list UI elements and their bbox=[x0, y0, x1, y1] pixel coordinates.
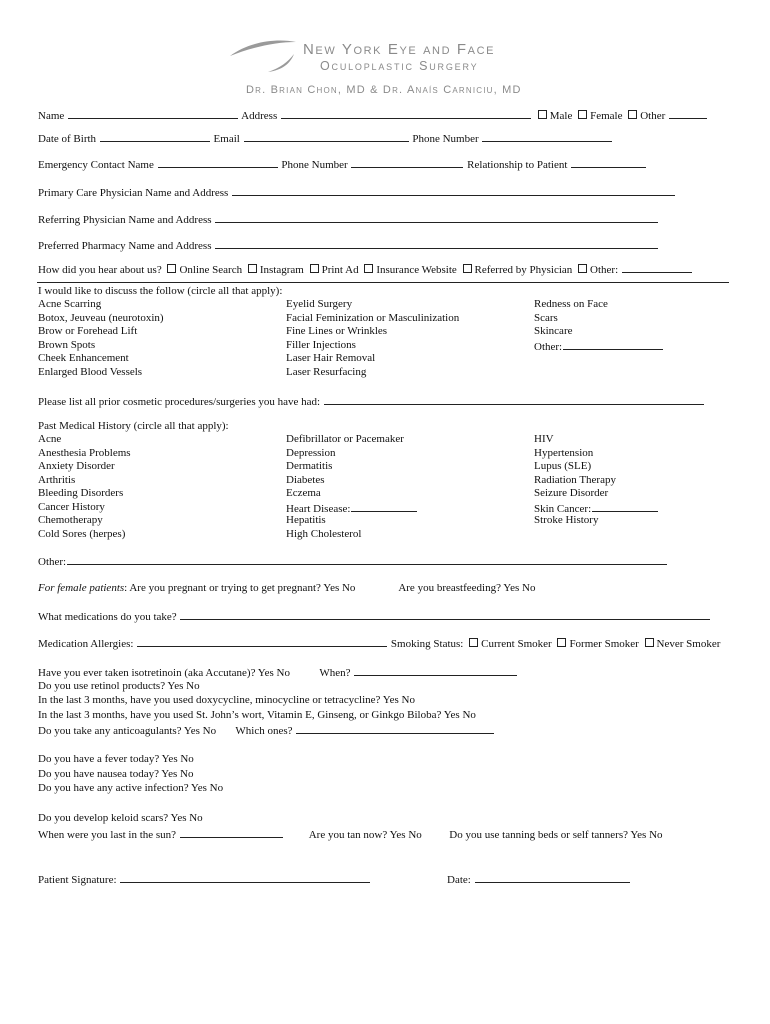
date-field[interactable] bbox=[475, 872, 630, 883]
relationship-field[interactable] bbox=[571, 157, 646, 168]
dob-label: Date of Birth bbox=[38, 133, 97, 145]
discuss-col-3 bbox=[534, 298, 664, 352]
sun-row bbox=[38, 827, 663, 842]
hear-other-field[interactable] bbox=[622, 262, 692, 273]
hear-row bbox=[38, 262, 693, 277]
accutane-when-label: When? bbox=[319, 667, 351, 679]
referring-label: Referring Physician Name and Address bbox=[38, 214, 212, 226]
pcp-label: Primary Care Physician Name and Address bbox=[38, 187, 229, 199]
date-label: Date: bbox=[447, 874, 471, 886]
pmh-option[interactable]: Stroke History bbox=[534, 514, 599, 526]
pmh-option[interactable]: Seizure Disorder bbox=[534, 487, 609, 499]
emergency-row bbox=[38, 157, 647, 172]
current-smoker-label: Current Smoker bbox=[481, 638, 552, 650]
male-label: Male bbox=[549, 110, 573, 122]
referring-row bbox=[38, 212, 659, 227]
supplements-question[interactable]: In the last 3 months, have you used St. John’s wort, Vitamin E, Ginseng, or Ginkgo Biloba? Yes No bbox=[38, 709, 476, 721]
pmh-option[interactable]: Arthritis bbox=[38, 473, 76, 486]
swoosh-logo-icon bbox=[228, 36, 298, 76]
discuss-option[interactable]: Brown Spots bbox=[38, 338, 96, 351]
discuss-option[interactable]: Eyelid Surgery bbox=[286, 298, 353, 310]
hear-insurance-label: Insurance Website bbox=[376, 264, 457, 276]
prior-procedures-field[interactable] bbox=[324, 394, 704, 405]
discuss-option[interactable]: Laser Resurfacing bbox=[286, 365, 367, 378]
address-label: Address bbox=[241, 110, 278, 122]
retinol-question[interactable]: Do you use retinol products? Yes No bbox=[38, 680, 200, 692]
pmh-option[interactable]: Radiation Therapy bbox=[534, 473, 616, 486]
pmh-option[interactable]: Defibrillator or Pacemaker bbox=[286, 433, 404, 445]
date-row bbox=[447, 872, 631, 887]
discuss-option[interactable]: Fine Lines or Wrinkles bbox=[286, 325, 388, 337]
male-checkbox[interactable] bbox=[538, 110, 547, 119]
keloid-question[interactable]: Do you develop keloid scars? Yes No bbox=[38, 812, 203, 824]
pcp-row bbox=[38, 185, 676, 200]
discuss-option[interactable]: Brow or Forehead Lift bbox=[38, 325, 138, 337]
pmh-heart-disease bbox=[286, 501, 418, 515]
discuss-other-label[interactable]: Other: bbox=[534, 340, 563, 353]
discuss-other-option bbox=[534, 339, 664, 353]
emergency-phone-field[interactable] bbox=[351, 157, 463, 168]
relationship-label: Relationship to Patient bbox=[467, 159, 568, 171]
signature-label: Patient Signature: bbox=[38, 874, 117, 886]
pmh-option[interactable]: Lupus (SLE) bbox=[534, 460, 592, 472]
smoking-label: Smoking Status: bbox=[390, 638, 464, 650]
phone-label: Phone Number bbox=[412, 133, 479, 145]
discuss-other-field[interactable] bbox=[563, 339, 663, 350]
discuss-option[interactable]: Skincare bbox=[534, 325, 573, 337]
signature-field[interactable] bbox=[120, 872, 370, 883]
pmh-option[interactable]: Cold Sores (herpes) bbox=[38, 527, 126, 540]
discuss-option[interactable]: Redness on Face bbox=[534, 298, 608, 310]
hear-instagram-label: Instagram bbox=[259, 264, 304, 276]
pmh-option[interactable]: Depression bbox=[286, 446, 336, 459]
other-history-row bbox=[38, 554, 668, 569]
discuss-heading: I would like to discuss the follow (circle all that apply): bbox=[38, 285, 283, 297]
doctor-names: Dr. Brian Chon, MD & Dr. Anaís Carniciu, MD bbox=[246, 84, 522, 96]
anticoag-which-label: Which ones? bbox=[235, 725, 293, 737]
emergency-contact-label: Emergency Contact Name bbox=[38, 159, 154, 171]
medications-row bbox=[38, 609, 711, 624]
discuss-option[interactable]: Cheek Enhancement bbox=[38, 352, 129, 364]
discuss-option[interactable]: Laser Hair Removal bbox=[286, 352, 376, 364]
pmh-option[interactable]: Bleeding Disorders bbox=[38, 487, 124, 499]
pmh-skin-cancer bbox=[534, 501, 659, 515]
pharmacy-label: Preferred Pharmacy Name and Address bbox=[38, 240, 212, 252]
accutane-row bbox=[38, 665, 518, 680]
name-label: Name bbox=[38, 110, 65, 122]
allergies-label: Medication Allergies: bbox=[38, 638, 134, 650]
female-patients-label: For female patients bbox=[38, 582, 125, 594]
address-field[interactable] bbox=[281, 108, 531, 119]
hear-insurance-checkbox[interactable] bbox=[364, 264, 373, 273]
skin-cancer-field[interactable] bbox=[592, 501, 658, 512]
accutane-question[interactable]: Have you ever taken isotretinoin (aka Accutane)? Yes No bbox=[38, 667, 291, 679]
discuss-option[interactable]: Filler Injections bbox=[286, 338, 356, 351]
pmh-option[interactable]: Acne bbox=[38, 433, 62, 445]
anticoag-row bbox=[38, 723, 495, 738]
allergies-row bbox=[38, 636, 720, 651]
email-field[interactable] bbox=[244, 131, 409, 142]
pmh-option[interactable]: Hypertension bbox=[534, 446, 594, 459]
emergency-contact-field[interactable] bbox=[158, 157, 278, 168]
heart-disease-field[interactable] bbox=[351, 501, 417, 512]
tanning-question[interactable]: Do you use tanning beds or self tanners? Yes No bbox=[449, 829, 663, 841]
sun-field[interactable] bbox=[180, 827, 283, 838]
practice-subtitle: Oculoplastic Surgery bbox=[320, 59, 479, 73]
pmh-option[interactable]: Chemotherapy bbox=[38, 514, 103, 526]
pmh-option[interactable]: Cancer History bbox=[38, 500, 105, 513]
pharmacy-row bbox=[38, 238, 659, 253]
name-row bbox=[38, 108, 708, 123]
pcp-field[interactable] bbox=[232, 185, 675, 196]
allergies-field[interactable] bbox=[137, 636, 387, 647]
other-history-field[interactable] bbox=[67, 554, 667, 565]
other-sex-checkbox[interactable] bbox=[628, 110, 637, 119]
dob-row bbox=[38, 131, 613, 146]
discuss-option[interactable]: Enlarged Blood Vessels bbox=[38, 365, 143, 378]
pmh-option[interactable]: High Cholesterol bbox=[286, 527, 362, 540]
pmh-option[interactable]: Anesthesia Problems bbox=[38, 446, 131, 459]
prior-procedures-row bbox=[38, 394, 705, 409]
other-history-label: Other: bbox=[38, 556, 67, 568]
hear-instagram-checkbox[interactable] bbox=[248, 264, 257, 273]
antibiotics-question[interactable]: In the last 3 months, have you used doxycycline, minocycline or tetracycline? Yes No bbox=[38, 694, 415, 706]
hear-other-checkbox[interactable] bbox=[578, 264, 587, 273]
discuss-option[interactable]: Scars bbox=[534, 311, 558, 324]
current-smoker-checkbox[interactable] bbox=[469, 638, 478, 647]
pharmacy-field[interactable] bbox=[215, 238, 658, 249]
female-row bbox=[38, 582, 536, 595]
never-smoker-label: Never Smoker bbox=[656, 638, 721, 650]
dob-field[interactable] bbox=[100, 131, 210, 142]
hear-print-checkbox[interactable] bbox=[310, 264, 319, 273]
prior-procedures-label: Please list all prior cosmetic procedures/surgeries you have had: bbox=[38, 396, 321, 408]
pmh-heart-disease-label[interactable]: Heart Disease: bbox=[286, 502, 351, 515]
hear-other-label: Other: bbox=[590, 264, 619, 276]
discuss-option[interactable]: Facial Feminization or Masculinization bbox=[286, 311, 460, 324]
signature-row bbox=[38, 872, 371, 887]
sun-label: When were you last in the sun? bbox=[38, 829, 177, 841]
hear-online-label: Online Search bbox=[179, 264, 243, 276]
discuss-col-2 bbox=[286, 298, 459, 379]
name-field[interactable] bbox=[68, 108, 238, 119]
pmh-option[interactable]: Diabetes bbox=[286, 473, 325, 486]
breastfeeding-question[interactable]: Are you breastfeeding? Yes No bbox=[398, 582, 536, 594]
hear-online-checkbox[interactable] bbox=[167, 264, 176, 273]
female-checkbox[interactable] bbox=[578, 110, 587, 119]
pmh-option[interactable]: Dermatitis bbox=[286, 460, 333, 472]
discuss-col-1 bbox=[38, 298, 164, 379]
hear-referred-label: Referred by Physician bbox=[474, 264, 573, 276]
pmh-col-1 bbox=[38, 433, 131, 541]
tan-question[interactable]: Are you tan now? Yes No bbox=[308, 829, 422, 841]
pmh-col-2 bbox=[286, 433, 418, 541]
phone-field[interactable] bbox=[482, 131, 612, 142]
practice-name: New York Eye and Face bbox=[303, 41, 496, 58]
hear-referred-checkbox[interactable] bbox=[463, 264, 472, 273]
pmh-option[interactable]: Eczema bbox=[286, 487, 321, 499]
former-smoker-label: Former Smoker bbox=[569, 638, 639, 650]
pmh-option[interactable]: Hepatitis bbox=[286, 514, 326, 526]
emergency-phone-label: Phone Number bbox=[281, 159, 348, 171]
pmh-col-3 bbox=[534, 433, 659, 528]
pmh-heading: Past Medical History (circle all that apply): bbox=[38, 420, 229, 432]
pmh-option[interactable]: Anxiety Disorder bbox=[38, 460, 115, 472]
discuss-option[interactable]: Acne Scarring bbox=[38, 298, 102, 310]
referring-field[interactable] bbox=[215, 212, 658, 223]
accutane-when-field[interactable] bbox=[354, 665, 517, 676]
medications-label: What medications do you take? bbox=[38, 611, 177, 623]
other-sex-field[interactable] bbox=[669, 108, 707, 119]
pregnancy-question[interactable]: : Are you pregnant or trying to get pregnant? Yes No bbox=[124, 582, 356, 594]
infection-question[interactable]: Do you have any active infection? Yes No bbox=[38, 782, 224, 794]
hear-print-label: Print Ad bbox=[321, 264, 359, 276]
pmh-option[interactable]: HIV bbox=[534, 433, 554, 445]
section-divider bbox=[37, 282, 729, 283]
hear-question: How did you hear about us? bbox=[38, 264, 162, 276]
medications-field[interactable] bbox=[180, 609, 710, 620]
email-label: Email bbox=[213, 133, 240, 145]
never-smoker-checkbox[interactable] bbox=[645, 638, 654, 647]
anticoag-which-field[interactable] bbox=[296, 723, 494, 734]
former-smoker-checkbox[interactable] bbox=[557, 638, 566, 647]
discuss-option[interactable]: Botox, Jeuveau (neurotoxin) bbox=[38, 311, 164, 324]
anticoag-question[interactable]: Do you take any anticoagulants? Yes No bbox=[38, 725, 217, 737]
fever-question[interactable]: Do you have a fever today? Yes No bbox=[38, 753, 194, 765]
pmh-skin-cancer-label[interactable]: Skin Cancer: bbox=[534, 502, 592, 515]
other-sex-label: Other bbox=[640, 110, 666, 122]
female-label: Female bbox=[590, 110, 623, 122]
nausea-question[interactable]: Do you have nausea today? Yes No bbox=[38, 768, 194, 780]
